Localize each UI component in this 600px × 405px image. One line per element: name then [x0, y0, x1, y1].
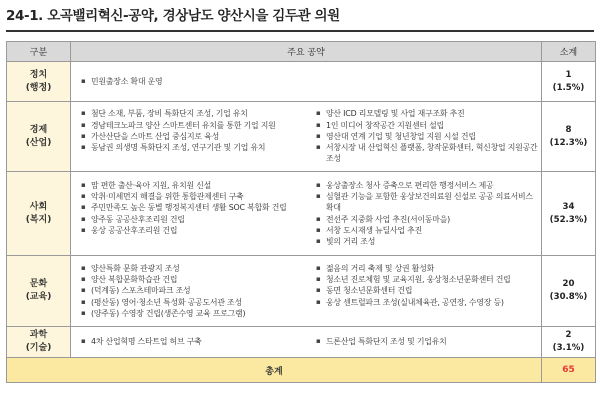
pledge-table [6, 41, 596, 383]
pledge-list-right [306, 263, 541, 319]
list-item: ▪ 서창시장 내 산업혁신 플랫폼, 창작문화센터, 혁신창업 지원공간 조성 [306, 142, 541, 164]
page-title: 24-1. 오곡밸리혁신-공약, 경상남도 양산시을 김두관 의원 [6, 8, 340, 24]
pledge-list-right [306, 336, 541, 347]
title-bar [6, 3, 594, 29]
count-value: 8 [565, 124, 572, 135]
category-name: 경제 [29, 124, 48, 135]
list-item: ▪ 가산산단을 스마트 산업 중심지로 육성 [71, 131, 306, 142]
category-name: 사회 [29, 201, 48, 212]
list-item: ▪ 악취·미세먼지 해결을 위한 통합관제센터 구축 [71, 191, 306, 202]
count-cell [542, 256, 596, 327]
pledge-list-right [306, 180, 541, 247]
list-item: ▪ 드론산업 특화단지 조성 및 기업유치 [306, 336, 541, 347]
header-pledges: 주요 공약 [71, 42, 542, 62]
list-item: ▪ 양산특화 문화 관광지 조성 [71, 263, 306, 274]
list-item: ▪ 청소년 진로체험 및 교육지원, 웅상청소년문화센터 건립 [306, 274, 541, 285]
count-percent: (3.1%) [552, 343, 585, 353]
title-underline [6, 30, 594, 32]
count-cell [542, 172, 596, 256]
list-item: ▪ 웅상출장소 청사 증축으로 편리한 행정서비스 제공 [306, 180, 541, 191]
category-sub: (기술) [25, 343, 52, 353]
count-cell [542, 62, 596, 102]
list-item: ▪ (평산동) 영어·청소년 특성화 공공도서관 조성 [71, 297, 306, 308]
category-sub: (산업) [25, 137, 52, 148]
count-value: 20 [562, 279, 575, 289]
count-cell [542, 102, 596, 172]
list-item: ▪ 영산대 연계 기업 및 청년창업 지원 시설 건립 [306, 131, 541, 142]
pledge-list-left [71, 336, 306, 347]
list-item: ▪ 민원출장소 확대 운영 [71, 76, 306, 87]
list-item: ▪ 전선주 지중화 사업 추진(서이동마을) [306, 214, 541, 225]
list-item: ▪ 경남테크노파크 양산 스마트센터 유치를 통한 기업 지원 [71, 120, 306, 131]
count-percent: (1.5%) [552, 82, 585, 93]
list-item: ▪ 동남권 의생명 특화단지 조성, 연구기관 및 기업 유치 [71, 142, 306, 153]
category-cell [7, 256, 71, 327]
table-row [7, 327, 596, 358]
list-item: ▪ 빛의 거리 조성 [306, 236, 541, 247]
pledge-list-right [306, 76, 541, 87]
category-name: 정치 [29, 69, 48, 80]
table-row [7, 102, 596, 172]
pledge-cell [71, 327, 542, 358]
category-sub: (복지) [25, 214, 52, 225]
pledge-list-left [71, 180, 306, 247]
header-category: 구분 [7, 42, 71, 62]
list-item: ▪ 1인 미디어 창작공간 지원센터 설립 [306, 120, 541, 131]
list-item: ▪ 맘 편한 출산·육아 지원, 유치원 신설 [71, 180, 306, 191]
pledge-cell [71, 256, 542, 327]
list-item: ▪ 양산 ICD 리모델링 및 사업 재구조화 추진 [306, 108, 541, 119]
list-item: ▪ (덕계동) 스포츠테마파크 조성 [71, 285, 306, 296]
list-item: ▪ 양산 복합문화학습관 건립 [71, 274, 306, 285]
count-cell [542, 327, 596, 358]
list-item: ▪ 웅상 센트럴파크 조성(실내체육관, 공연장, 수영장 등) [306, 297, 541, 308]
header-count: 소계 [542, 42, 596, 62]
list-item: ▪ 주민만족도 높은 동별 행정복지센터 생활 SOC 복합화 건립 [71, 202, 306, 213]
pledge-list-right [306, 108, 541, 164]
category-sub: (교육) [25, 292, 52, 302]
count-percent: (30.8%) [549, 292, 588, 302]
table-row [7, 172, 596, 256]
total-row [7, 358, 596, 383]
category-sub: (행정) [25, 82, 52, 93]
list-item: ▪ 양주동 공공산후조리원 건립 [71, 214, 306, 225]
count-value: 2 [565, 330, 572, 340]
category-name: 문화 [29, 279, 48, 289]
total-value: 65 [542, 358, 596, 383]
pledge-cell [71, 172, 542, 256]
category-name: 과학 [29, 330, 48, 340]
list-item: ▪ 첨단 소재, 부품, 장비 특화단지 조성, 기업 유치 [71, 108, 306, 119]
list-item: ▪ 서창 도시재생 뉴딜사업 추진 [306, 225, 541, 236]
list-item: ▪ 동면 청소년문화센터 건립 [306, 285, 541, 296]
pledge-list-left [71, 263, 306, 319]
category-cell [7, 172, 71, 256]
table-row [7, 62, 596, 102]
category-cell [7, 327, 71, 358]
list-item: ▪ 심혈관 기능을 포함한 웅상보건의료원 신설로 공공 의료서비스 확대 [306, 191, 541, 213]
pledge-list-left [71, 108, 306, 164]
total-label: 총계 [7, 358, 542, 383]
table-header-row [7, 42, 596, 62]
list-item: ▪ 4차 산업혁명 스타트업 허브 구축 [71, 336, 306, 347]
table-row [7, 256, 596, 327]
pledge-list-left [71, 76, 306, 87]
count-value: 1 [565, 69, 572, 80]
count-percent: (12.3%) [549, 137, 588, 148]
list-item: ▪ (양주동) 수영장 건립(생존수영 교육 프로그램) [71, 308, 306, 319]
list-item: ▪ 젊음의 거리 축제 및 상권 활성화 [306, 263, 541, 274]
category-cell [7, 62, 71, 102]
list-item: ▪ 웅상 공공산후조리원 건립 [71, 225, 306, 236]
count-value: 34 [562, 201, 575, 212]
category-cell [7, 102, 71, 172]
pledge-cell [71, 62, 542, 102]
count-percent: (52.3%) [549, 214, 588, 225]
pledge-cell [71, 102, 542, 172]
